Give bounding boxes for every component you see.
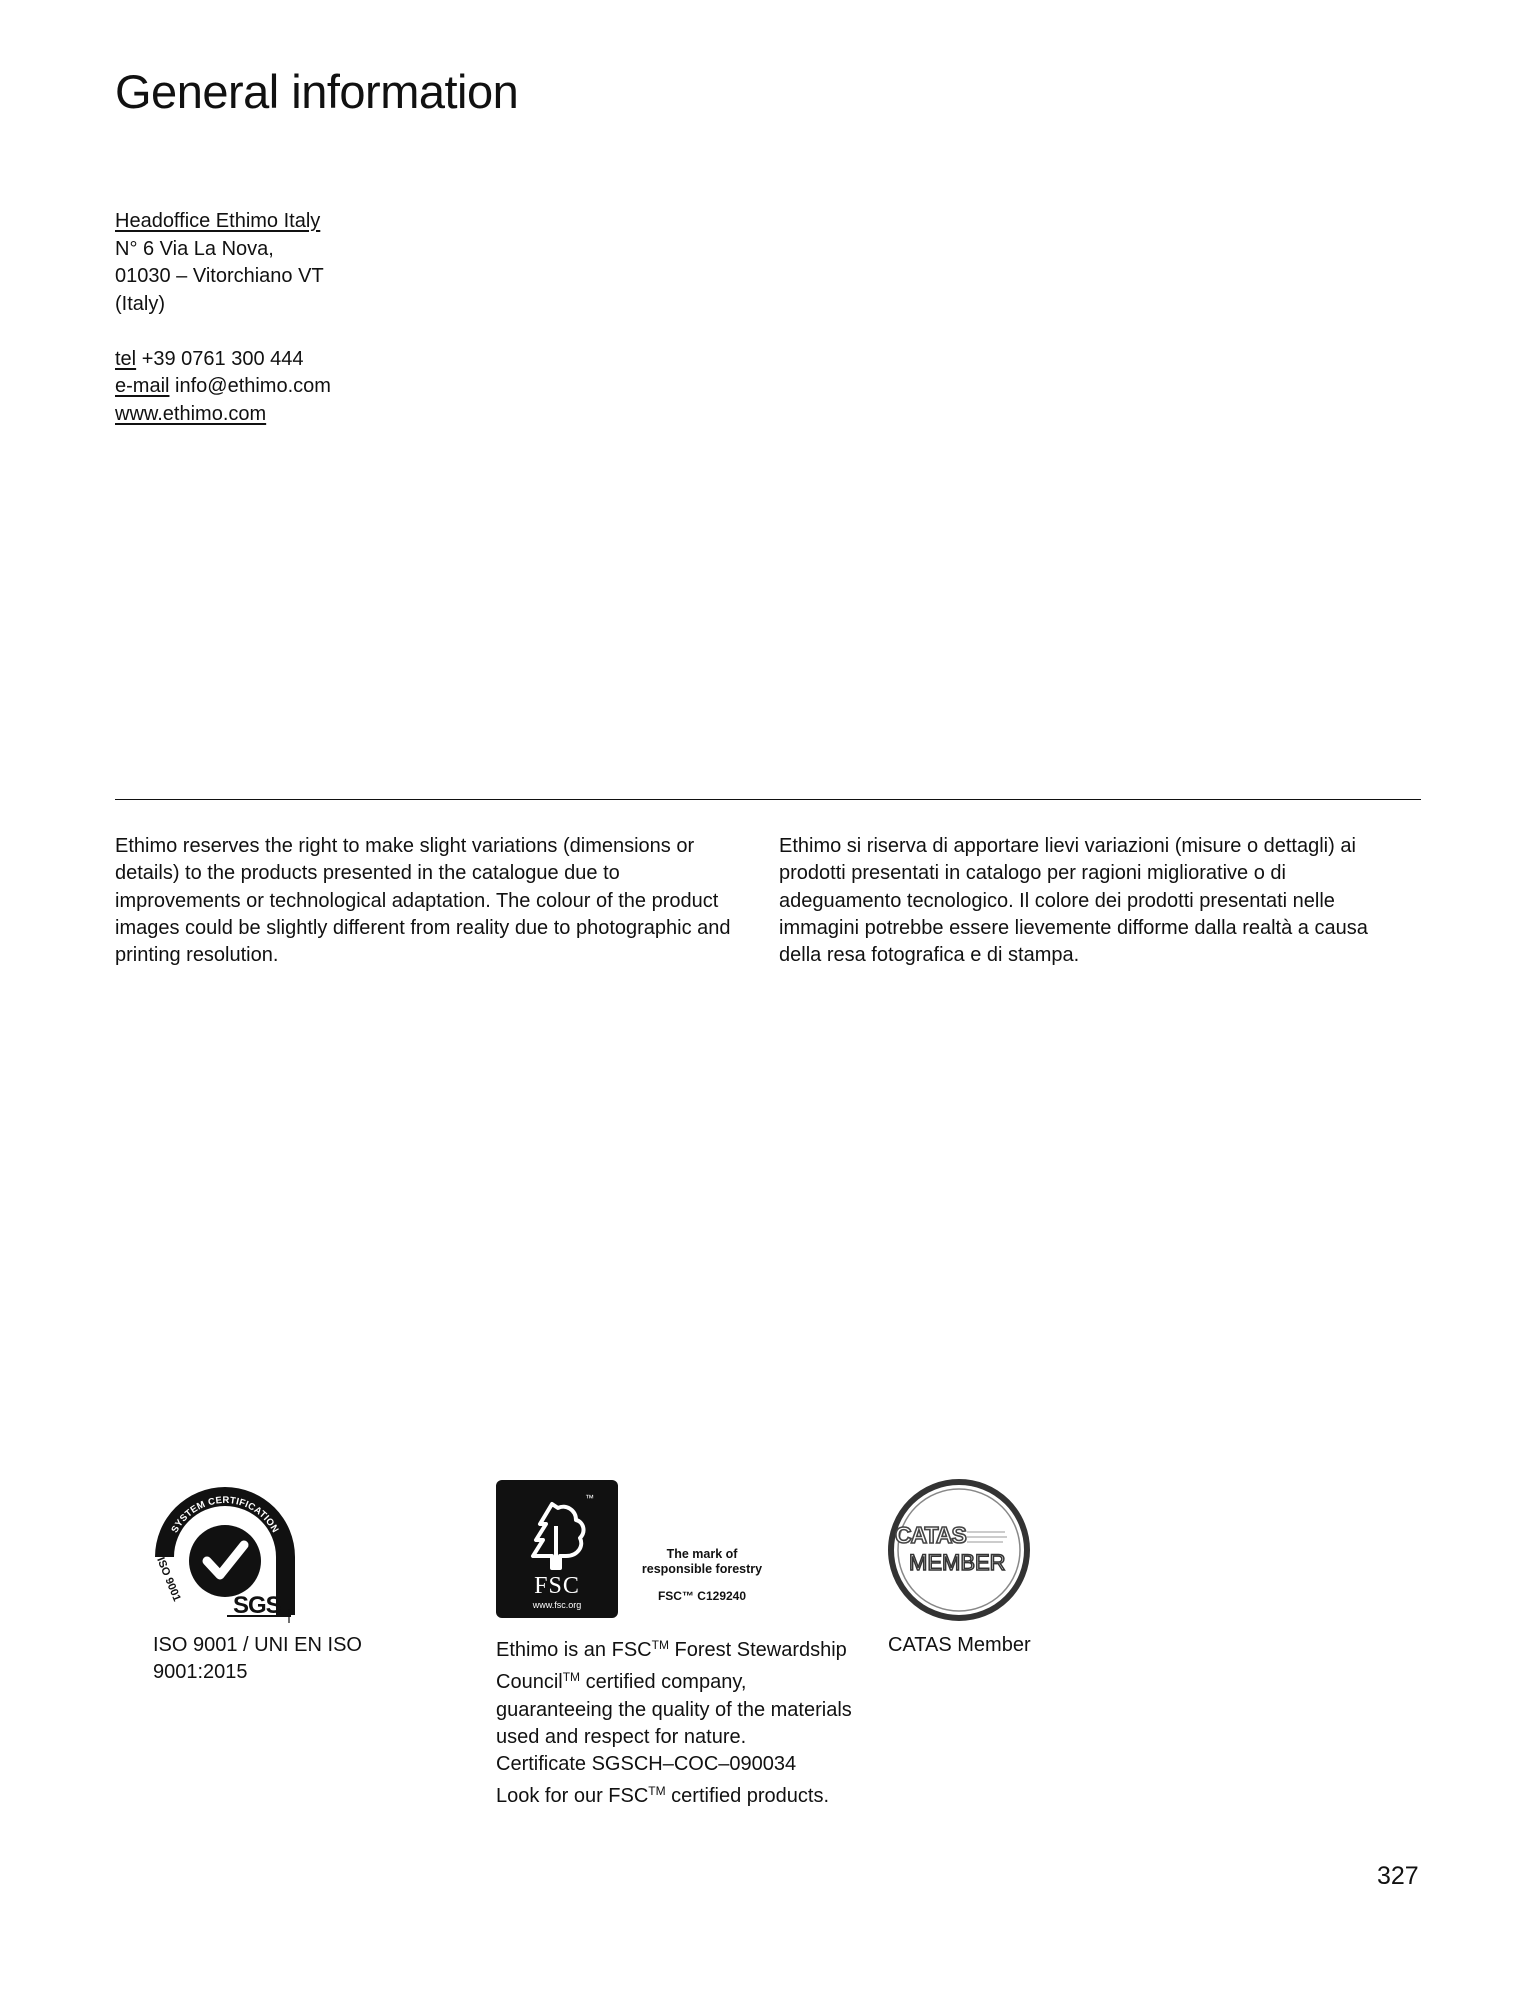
fsc-logo-tm: ™ [585, 1493, 594, 1503]
website-link[interactable]: www.ethimo.com [115, 402, 267, 425]
fsc-mark-line-1: The mark of [666, 1547, 738, 1561]
email-label: e-mail [115, 375, 170, 397]
fsc-logo [496, 1480, 618, 1618]
sgs-arc-text: SYSTEM CERTIFICATION [169, 1494, 281, 1535]
catas-member-text: MEMBER [909, 1550, 1006, 1575]
fsc-caption [496, 1632, 866, 1811]
fsc-caption-tm-2: TM [562, 1670, 581, 1685]
email-value[interactable]: info@ethimo.com [175, 375, 331, 397]
fsc-mark-line-2: responsible forestry [641, 1562, 763, 1576]
catas-caption: CATAS Member [888, 1634, 1031, 1656]
headoffice-block [115, 208, 331, 428]
tel-label: tel [115, 347, 137, 370]
fsc-look-part-2: certified products. [665, 1785, 830, 1808]
page-number: 327 [1377, 1862, 1419, 1890]
disclaimer-italian: Ethimo si riserva di apportare lievi variazioni (misure o dettagli) ai prodotti presentati in catalogo per ragioni migliorative o di adeguamento tecnologico. Il colore dei prodotti presentati nelle immagini potrebbe essere lievemente difforme dalla realtà a causa della resa fotografica e di stampa. [779, 835, 1368, 967]
email-row [115, 373, 331, 401]
address-line-2: 01030 – Vitorchiano VT [115, 265, 324, 287]
fsc-license-code: FSC™ C129240 [657, 1589, 747, 1603]
fsc-logo-brand: FSC [534, 1573, 580, 1599]
fsc-caption-part-3: certified company, guaranteeing the quality of the materials used and respect for nature. [496, 1671, 852, 1748]
disclaimer-english: Ethimo reserves the right to make slight variations (dimensions or details) to the products presented in the catalogue due to improvements or technological adaptation. The colour of the product images could be slightly different from reality due to photographic and printing resolution. [115, 835, 731, 967]
sgs-iso-certification-logo [145, 1475, 305, 1625]
fsc-caption-part-2: Forest Stewardship Council [496, 1639, 847, 1694]
sgs-side-text: ISO 9001 [154, 1555, 183, 1604]
section-divider [115, 799, 1421, 800]
sgs-brand-text: SGS [233, 1592, 281, 1619]
fsc-look-part-1: Look for our FSC [496, 1785, 649, 1808]
fsc-look-tm: TM [648, 1784, 666, 1799]
tel-value[interactable]: +39 0761 300 444 [141, 347, 304, 370]
headoffice-label: Headoffice Ethimo Italy [115, 210, 321, 232]
catas-member-logo [885, 1477, 1033, 1623]
fsc-logo-url: www.fsc.org [532, 1600, 582, 1610]
tel-row [115, 346, 331, 374]
catas-brand-text: CATAS [895, 1522, 966, 1548]
address-line-3: (Italy) [115, 292, 165, 315]
fsc-caption-tm-1: TM [651, 1638, 669, 1652]
fsc-caption-part-1: Ethimo is an FSC [496, 1639, 652, 1661]
iso-caption: ISO 9001 / UNI EN ISO 9001:2015 [153, 1634, 362, 1684]
fsc-certificate-number: Certificate SGSCH–COC–090034 [496, 1753, 797, 1776]
fsc-mark-text [632, 1547, 772, 1577]
address-line-1: N° 6 Via La Nova, [115, 237, 274, 260]
page-title: General information [115, 65, 519, 118]
